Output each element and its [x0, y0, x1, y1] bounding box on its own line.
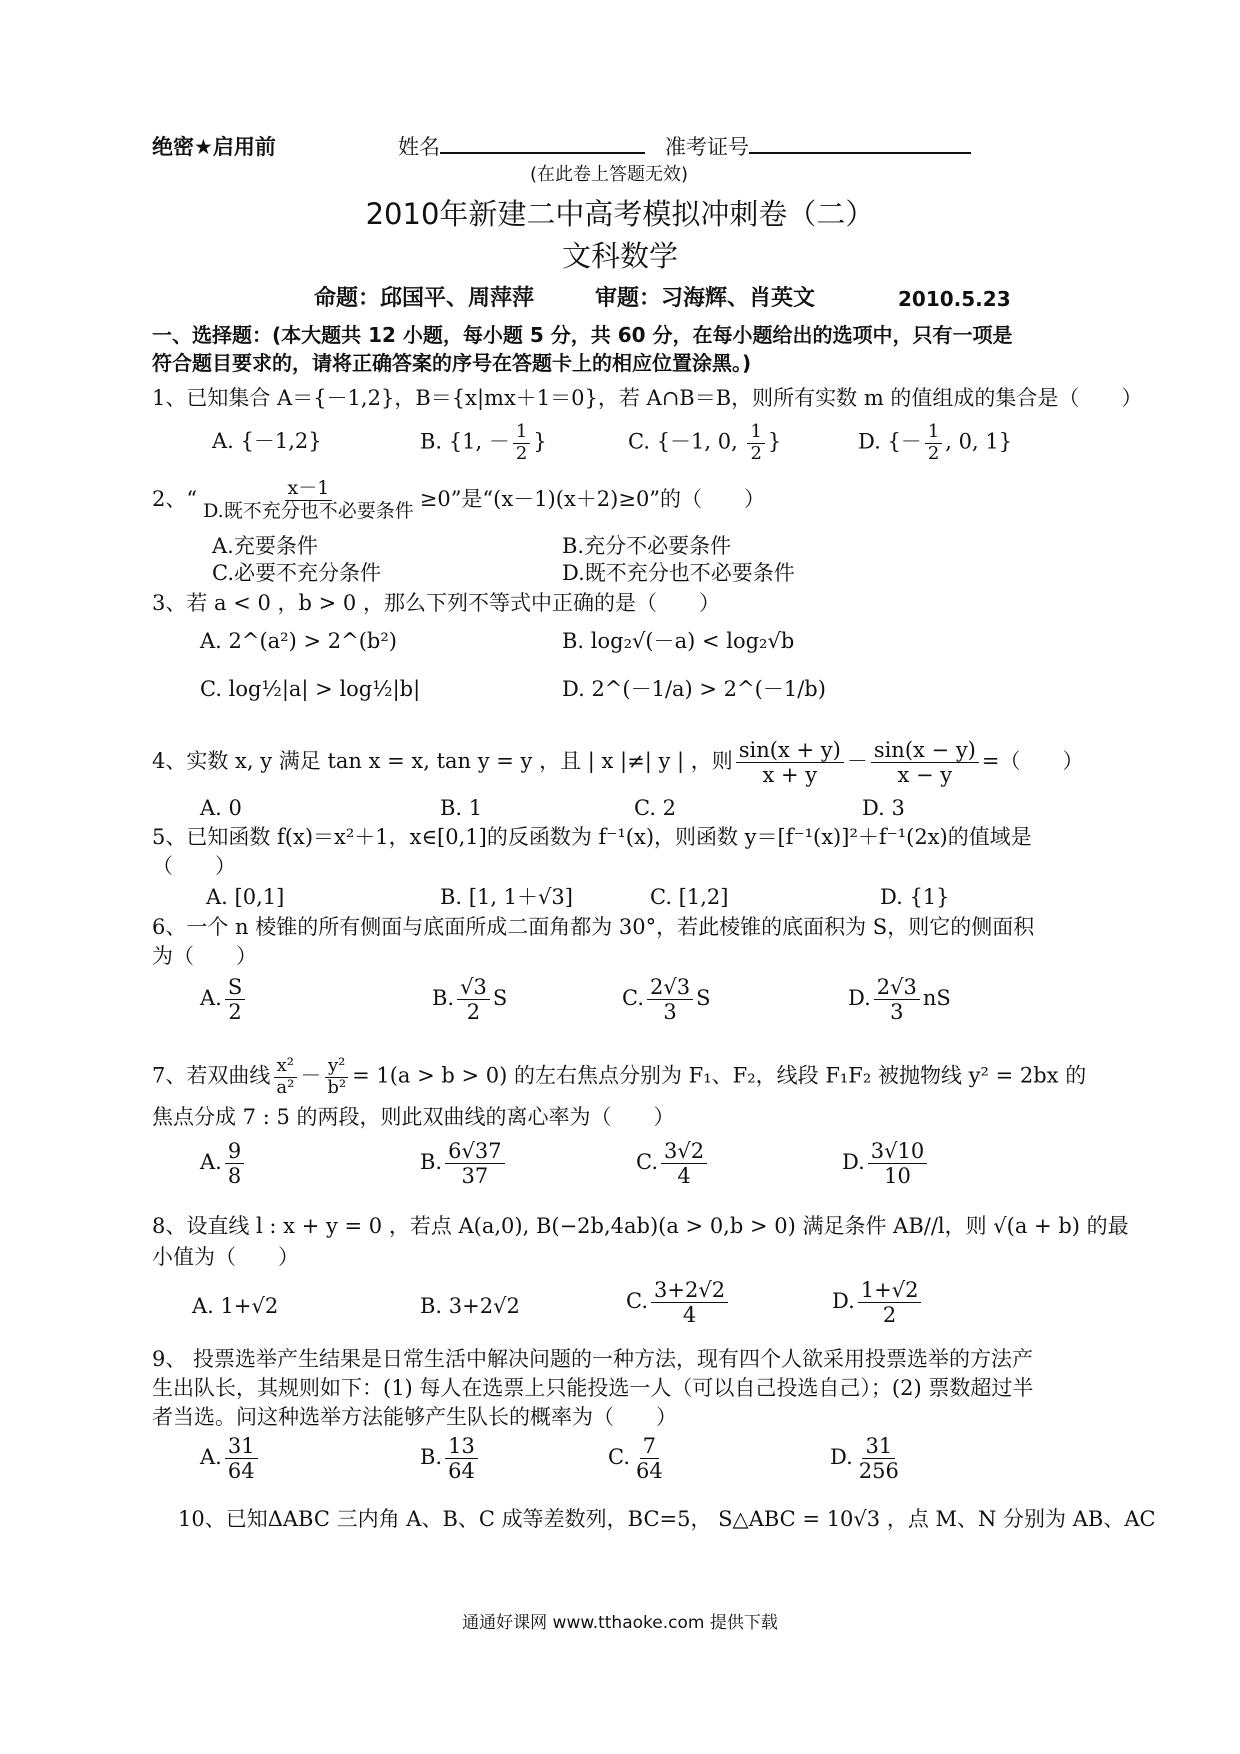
name-label: 姓名 准考证号: [398, 134, 971, 160]
footer: 通通好课网 www.tthaoke.com 提供下载: [462, 1613, 778, 1633]
q9-option-a: A. $\frac{31}{64}$: [200, 1434, 261, 1483]
q5-stem2: （ ）: [152, 854, 236, 878]
q3-stem: 3、若 a < 0 ，b > 0 ，那么下列不等式中正确的是（ ）: [152, 591, 720, 615]
q8-option-d: D. $\frac{1+√2}{2}$: [832, 1278, 924, 1327]
q6-option-d: D. $\frac{2√3}{3}$ nS: [848, 975, 951, 1025]
q6-option-a: A. $\frac{S}{2}$: [200, 975, 248, 1024]
page-title: 2010年新建二中高考模拟冲刺卷（二）: [365, 197, 875, 231]
q7-option-d: D. $\frac{3√10}{10}$: [842, 1139, 930, 1188]
q5-option-a: A. [0,1]: [206, 885, 285, 909]
q2-option-a: A.充要条件: [212, 534, 318, 558]
q8-stem2: 小值为（ ）: [152, 1245, 299, 1269]
q9-option-b: B. $\frac{13}{64}$: [420, 1434, 481, 1483]
q3-option-d: D. 2^(－1/a) > 2^(－1/b): [562, 677, 826, 701]
q9-stem: 9、 投票选举产生结果是日常生活中解决问题的一种方法，现有四个人欲采用投票选举的方法产: [152, 1347, 1034, 1371]
q4-option-c: C. 2: [634, 796, 677, 820]
q2-stem: 2、“ $\frac{x-1}{\text{D.既不充分也不必要条件}}$ ≥0”是“(x－1)(x＋2)≥0”的（ ）: [152, 477, 766, 522]
q9-option-c: C. $\frac{7}{64}$: [608, 1434, 663, 1484]
q1-option-d: D. {－ $\frac{1}{2}$ , 0, 1}: [858, 421, 1013, 464]
q4-option-b: B. 1: [440, 796, 483, 820]
q2-option-d: D.既不充分也不必要条件: [562, 561, 795, 585]
q9-stem3: 者当选。问这种选举方法能够产生队长的概率为（ ）: [152, 1405, 677, 1429]
reviewers: 审题：习海辉、肖英文: [595, 286, 816, 311]
q7-stem: 7、若双曲线 $\frac{\text{x²}}{\text{a²}}$ － $\frac{\text{y²}}{\text{b²}}$ = 1(a > b > 0) 的左右焦点分别为 F₁、F₂，线段 F₁F₂ 被抛物线 y² = 2bx 的: [152, 1055, 1087, 1098]
q9-option-d: D. $\frac{31}{256}$: [830, 1434, 899, 1484]
q7-option-c: C. $\frac{3√2}{4}$: [636, 1139, 710, 1188]
q4-option-d: D. 3: [862, 796, 905, 820]
q6-stem2: 为（ ）: [152, 944, 257, 968]
q4-option-a: A. 0: [200, 796, 242, 820]
q3-option-a: A. 2^(a²) > 2^(b²): [200, 629, 397, 653]
section-line1: 一、选择题：(本大题共 12 小题，每小题 5 分，共 60 分，在每小题给出的选项中，只有一项是: [152, 323, 1013, 347]
section-line2: 符合题目要求的，请将正确答案的序号在答题卡上的相应位置涂黑。): [152, 351, 752, 375]
name-blank[interactable]: [440, 134, 645, 154]
q2-option-b: B.充分不必要条件: [562, 534, 732, 558]
q6-option-b: B. $\frac{√3}{2}$ S: [432, 975, 508, 1025]
date: 2010.5.23: [898, 287, 1011, 311]
q1-option-c: C. {－1, 0, $\frac{1}{2}$ }: [628, 421, 782, 464]
q8-option-a: A. 1+√2: [192, 1294, 279, 1318]
q1-option-b: B. {1, － $\frac{1}{2}$ }: [420, 421, 547, 464]
q2-option-c: C.必要不充分条件: [212, 561, 381, 585]
q1-option-a: A. {－1,2}: [212, 429, 322, 453]
id-blank[interactable]: [749, 134, 971, 154]
q6-stem: 6、一个 n 棱锥的所有侧面与底面所成二面角都为 30°，若此棱锥的底面积为 S，则它的侧面积: [152, 915, 1035, 939]
q5-option-c: C. [1,2]: [650, 885, 729, 909]
q3-option-b: B. log₂√(－a) < log₂√b: [562, 629, 795, 653]
q1-stem: 1、已知集合 A＝{－1,2}，B＝{x|mx＋1＝0}，若 A∩B＝B，则所有实数 m 的值组成的集合是（ ）: [152, 386, 1143, 410]
q4-stem: 4、实数 x, y 满足 tan x = x, tan y = y ，且 | x |≠| y | ，则 $\frac{\sin(x + y)}{x + y}$ － $\frac{\sin(x - y)}{x - y}$ =（ ）: [152, 738, 1084, 788]
note: (在此卷上答题无效): [530, 164, 689, 185]
q8-option-b: B. 3+2√2: [420, 1294, 520, 1318]
q10-stem: 10、已知ΔABC 三内角 A、B、C 成等差数列，BC=5， S△ABC = 10√3 ，点 M、N 分别为 AB、AC: [178, 1507, 1156, 1531]
q7-stem2: 焦点分成 7 : 5 的两段，则此双曲线的离心率为（ ）: [152, 1105, 675, 1129]
q7-option-b: B. $\frac{6√37}{37}$: [420, 1139, 508, 1188]
q5-option-d: D. {1}: [880, 885, 950, 909]
q8-stem: 8、设直线 l : x + y = 0 ，若点 A(a,0), B(−2b,4ab)(a > 0,b > 0) 满足条件 AB//l，则 √(a + b) 的最: [152, 1214, 1129, 1238]
proposers: 命题：邱国平、周萍萍: [314, 286, 535, 311]
q8-option-c: C. $\frac{3+2√2}{4}$: [626, 1278, 731, 1327]
q9-stem2: 生出队长，其规则如下：(1) 每人在选票上只能投选一人（可以自己投选自己）；(2) 票数超过半: [152, 1376, 1034, 1400]
q5-option-b: B. [1, 1＋√3]: [440, 885, 573, 909]
secret-label: 绝密★启用前: [152, 135, 276, 159]
q3-option-c: C. log½|a| > log½|b|: [200, 677, 421, 701]
page-subtitle: 文科数学: [561, 239, 678, 273]
q6-option-c: C. $\frac{2√3}{3}$ S: [622, 975, 711, 1025]
q5-stem: 5、已知函数 f(x)＝x²＋1，x∈[0,1]的反函数为 f⁻¹(x)，则函数 y＝[f⁻¹(x)]²＋f⁻¹(2x)的值域是: [152, 825, 1032, 849]
q7-option-a: A. $\frac{9}{8}$: [200, 1139, 247, 1188]
